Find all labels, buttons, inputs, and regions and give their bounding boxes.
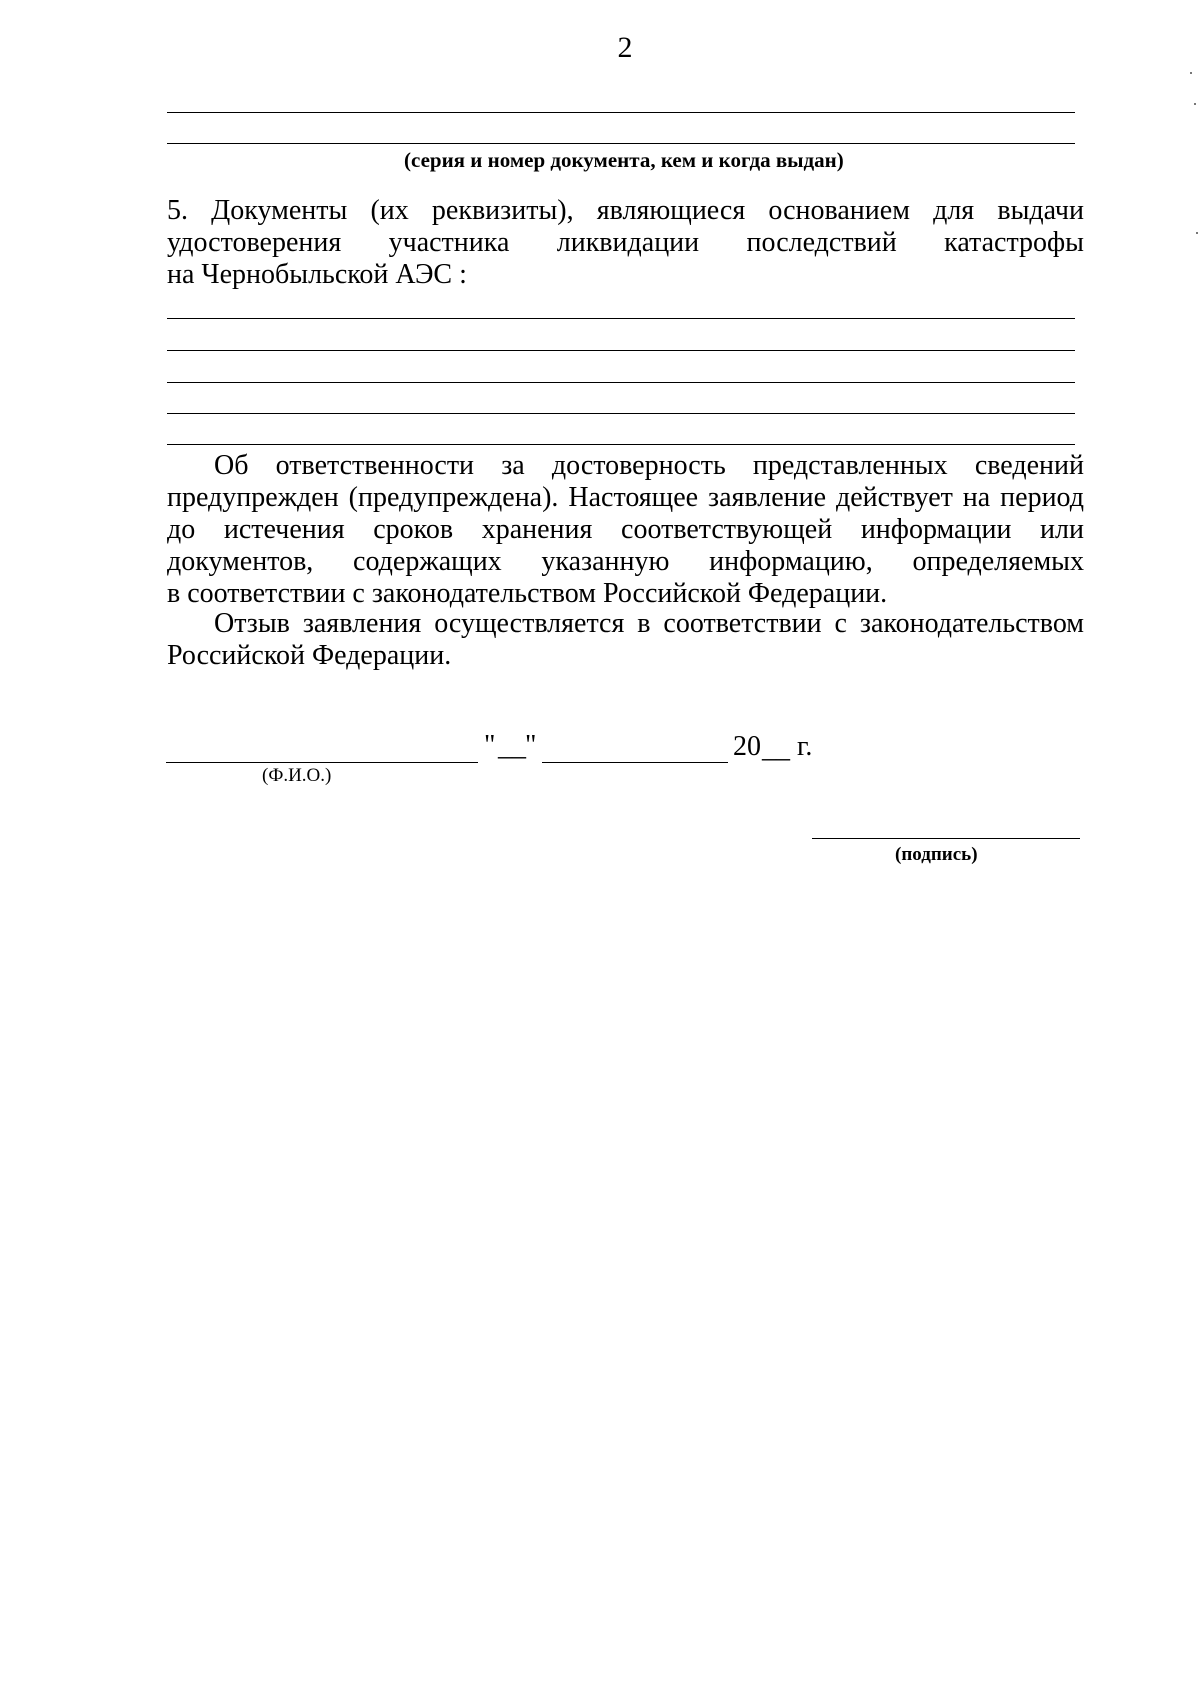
document-details-caption: (серия и номер документа, кем и когда выдан) bbox=[404, 148, 844, 172]
day-quote-open: " bbox=[484, 730, 496, 761]
day-quote-close: " bbox=[525, 730, 537, 761]
responsibility-paragraph bbox=[167, 450, 1084, 610]
day-blank: __ bbox=[498, 731, 526, 762]
signature-caption: (подпись) bbox=[895, 844, 978, 865]
documents-line-1 bbox=[167, 318, 1075, 319]
section-5-line-2: удостоверения участника ликвидации последствий катастрофы bbox=[167, 227, 1084, 258]
documents-line-5 bbox=[167, 444, 1075, 445]
document-details-line-2 bbox=[167, 143, 1075, 144]
withdrawal-line-1: Отзыв заявления осуществляется в соответствии с законодательством bbox=[214, 608, 1084, 639]
section-5-paragraph bbox=[167, 195, 1084, 291]
signature-line bbox=[812, 838, 1080, 839]
withdrawal-paragraph bbox=[167, 608, 1084, 672]
responsibility-line-2: предупрежден (предупреждена). Настоящее заявление действует на период bbox=[167, 482, 1084, 513]
responsibility-line-1: Об ответственности за достоверность представленных сведений bbox=[214, 450, 1084, 481]
responsibility-line-3: до истечения сроков хранения соответствующей информации или bbox=[167, 514, 1084, 545]
section-5-line-3: на Чернобыльской АЭС : bbox=[167, 259, 467, 290]
responsibility-line-4: документов, содержащих указанную информацию, определяемых bbox=[167, 546, 1084, 577]
year-blank: __ bbox=[762, 733, 790, 764]
scan-speck-1 bbox=[1190, 72, 1192, 74]
year-prefix: 20 bbox=[733, 731, 761, 762]
responsibility-line-5: в соответствии с законодательством Российской Федерации. bbox=[167, 578, 888, 609]
documents-line-2 bbox=[167, 350, 1075, 351]
fio-caption: (Ф.И.О.) bbox=[262, 765, 332, 786]
scan-speck-3 bbox=[1196, 232, 1198, 234]
year-suffix: г. bbox=[797, 731, 813, 762]
withdrawal-line-2: Российской Федерации. bbox=[167, 640, 452, 671]
document-details-line-1 bbox=[167, 112, 1075, 113]
fio-line bbox=[166, 762, 478, 763]
section-5-line-1: 5. Документы (их реквизиты), являющиеся основанием для выдачи bbox=[167, 195, 1084, 226]
month-line bbox=[542, 762, 728, 763]
scan-speck-2 bbox=[1194, 103, 1196, 105]
documents-line-4 bbox=[167, 413, 1075, 414]
documents-line-3 bbox=[167, 382, 1075, 383]
page-number: 2 bbox=[617, 31, 633, 64]
